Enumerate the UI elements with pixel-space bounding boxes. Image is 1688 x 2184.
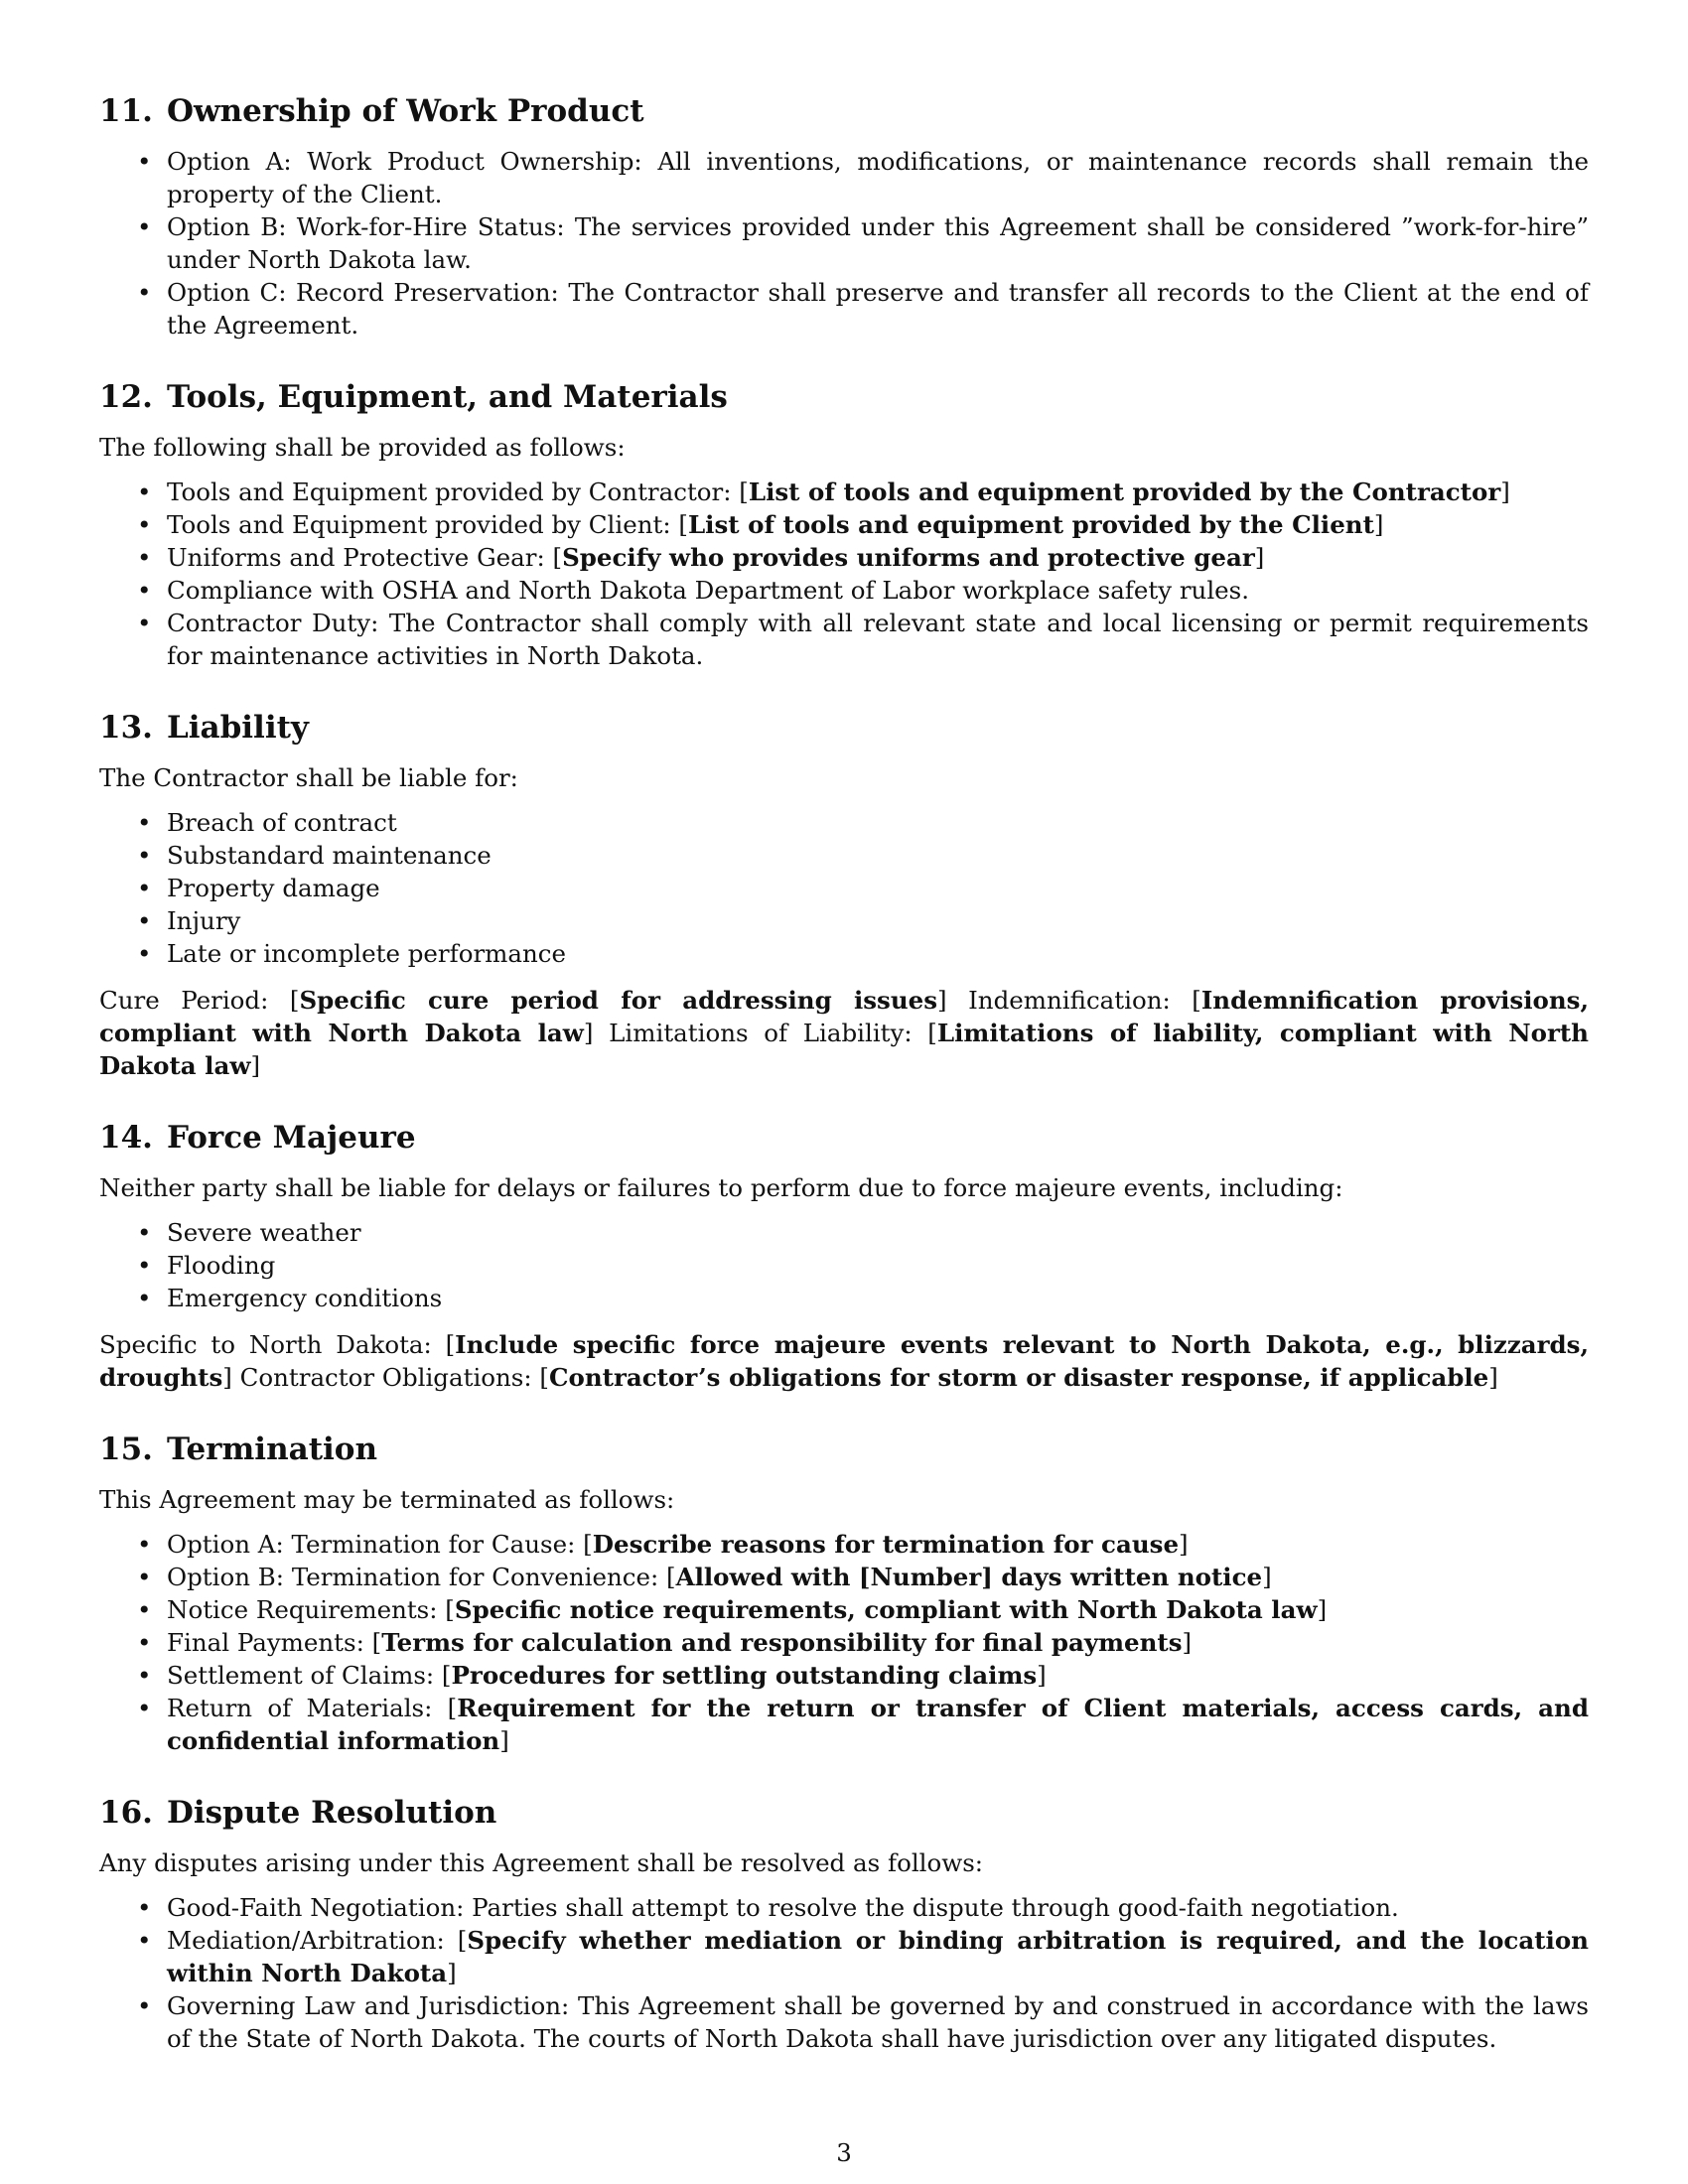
section-dispute-resolution (99, 1793, 1589, 2055)
document-page (99, 91, 1589, 2091)
list-item: • Option C: Record Preservation: The Contractor shall preserve and transfer all records to the Client at the end of the Agreement. (167, 276, 1589, 341)
list-item: • Compliance with OSHA and North Dakota Department of Labor workplace safety rules. (167, 574, 1589, 607)
event-list (99, 1216, 1589, 1314)
list-item: • Return of Materials: [Requirement for the return or transfer of Client materials, access cards, and confidential information] (167, 1692, 1589, 1757)
list-item: • Mediation/Arbitration: [Specify whether mediation or binding arbitration is required, and the location within North Dakota] (167, 1924, 1589, 1989)
section-termination (99, 1430, 1589, 1757)
section-ownership-of-work-product (99, 91, 1589, 341)
section-intro: Any disputes arising under this Agreement shall be resolved as follows: (99, 1848, 984, 1877)
provision-list (99, 476, 1589, 672)
section-heading: 11. Ownership of Work Product (99, 93, 644, 129)
liability-terms-paragraph: Cure Period: [Specific cure period for addressing issues] Indemnification: [Indemnification provisions, compliant with North Dakota law] Limitations of Liability: [Limitations of liability, compliant with North Dakota law] (99, 986, 1589, 1080)
section-liability (99, 708, 1589, 1082)
list-item: • Good-Faith Negotiation: Parties shall attempt to resolve the dispute through good-faith negotiation. (167, 1891, 1589, 1924)
list-item: • Emergency conditions (167, 1282, 1589, 1314)
list-item: • Contractor Duty: The Contractor shall comply with all relevant state and local licensing or permit requirements for maintenance activities in North Dakota. (167, 607, 1589, 672)
list-item: • Severe weather (167, 1216, 1589, 1249)
list-item: • Property damage (167, 872, 1589, 904)
section-heading: 16. Dispute Resolution (99, 1795, 497, 1831)
list-item: • Notice Requirements: [Specific notice requirements, compliant with North Dakota law] (167, 1593, 1589, 1626)
list-item: • Tools and Equipment provided by Contractor: [List of tools and equipment provided by the Contractor] (167, 476, 1589, 508)
list-item: • Governing Law and Jurisdiction: This Agreement shall be governed by and construed in accordance with the laws of the State of North Dakota. The courts of North Dakota shall have jurisdiction over any litigated disputes. (167, 1989, 1589, 2055)
dispute-list (99, 1891, 1589, 2055)
list-item: • Option A: Termination for Cause: [Describe reasons for termination for cause] (167, 1528, 1589, 1561)
liability-list (99, 806, 1589, 970)
list-item: • Option A: Work Product Ownership: All inventions, modifications, or maintenance records shall remain the property of the Client. (167, 145, 1589, 210)
page-number: 3 (836, 2138, 852, 2167)
section-heading: 15. Termination (99, 1432, 378, 1467)
section-heading: 12. Tools, Equipment, and Materials (99, 379, 728, 415)
list-item: • Option B: Termination for Convenience: [Allowed with [Number] days written notice] (167, 1561, 1589, 1593)
list-item: • Final Payments: [Terms for calculation and responsibility for final payments] (167, 1626, 1589, 1659)
section-intro: The Contractor shall be liable for: (99, 763, 518, 792)
list-item: • Injury (167, 904, 1589, 937)
list-item: • Settlement of Claims: [Procedures for settling outstanding claims] (167, 1659, 1589, 1692)
list-item: • Flooding (167, 1249, 1589, 1282)
list-item: • Substandard maintenance (167, 839, 1589, 872)
section-tools-equipment-materials (99, 377, 1589, 672)
termination-list (99, 1528, 1589, 1757)
list-item: • Late or incomplete performance (167, 937, 1589, 970)
section-force-majeure (99, 1118, 1589, 1394)
option-list (99, 145, 1589, 341)
section-intro: This Agreement may be terminated as follows: (99, 1485, 675, 1514)
list-item: • Tools and Equipment provided by Client: [List of tools and equipment provided by the Client] (167, 508, 1589, 541)
list-item: • Uniforms and Protective Gear: [Specify who provides uniforms and protective gear] (167, 541, 1589, 574)
force-majeure-terms-paragraph: Specific to North Dakota: [Include specific force majeure events relevant to North Dakota, e.g., blizzards, droughts] Contractor Obligations: [Contractor’s obligations for storm or disaster response, if applicable] (99, 1330, 1589, 1392)
section-heading: 14. Force Majeure (99, 1120, 416, 1156)
list-item: • Option B: Work-for-Hire Status: The services provided under this Agreement shall be considered ”work-for-hire” under North Dakota law. (167, 210, 1589, 276)
section-heading: 13. Liability (99, 710, 309, 746)
list-item: • Breach of contract (167, 806, 1589, 839)
section-intro: Neither party shall be liable for delays or failures to perform due to force majeure events, including: (99, 1173, 1343, 1202)
section-intro: The following shall be provided as follows: (99, 433, 626, 462)
